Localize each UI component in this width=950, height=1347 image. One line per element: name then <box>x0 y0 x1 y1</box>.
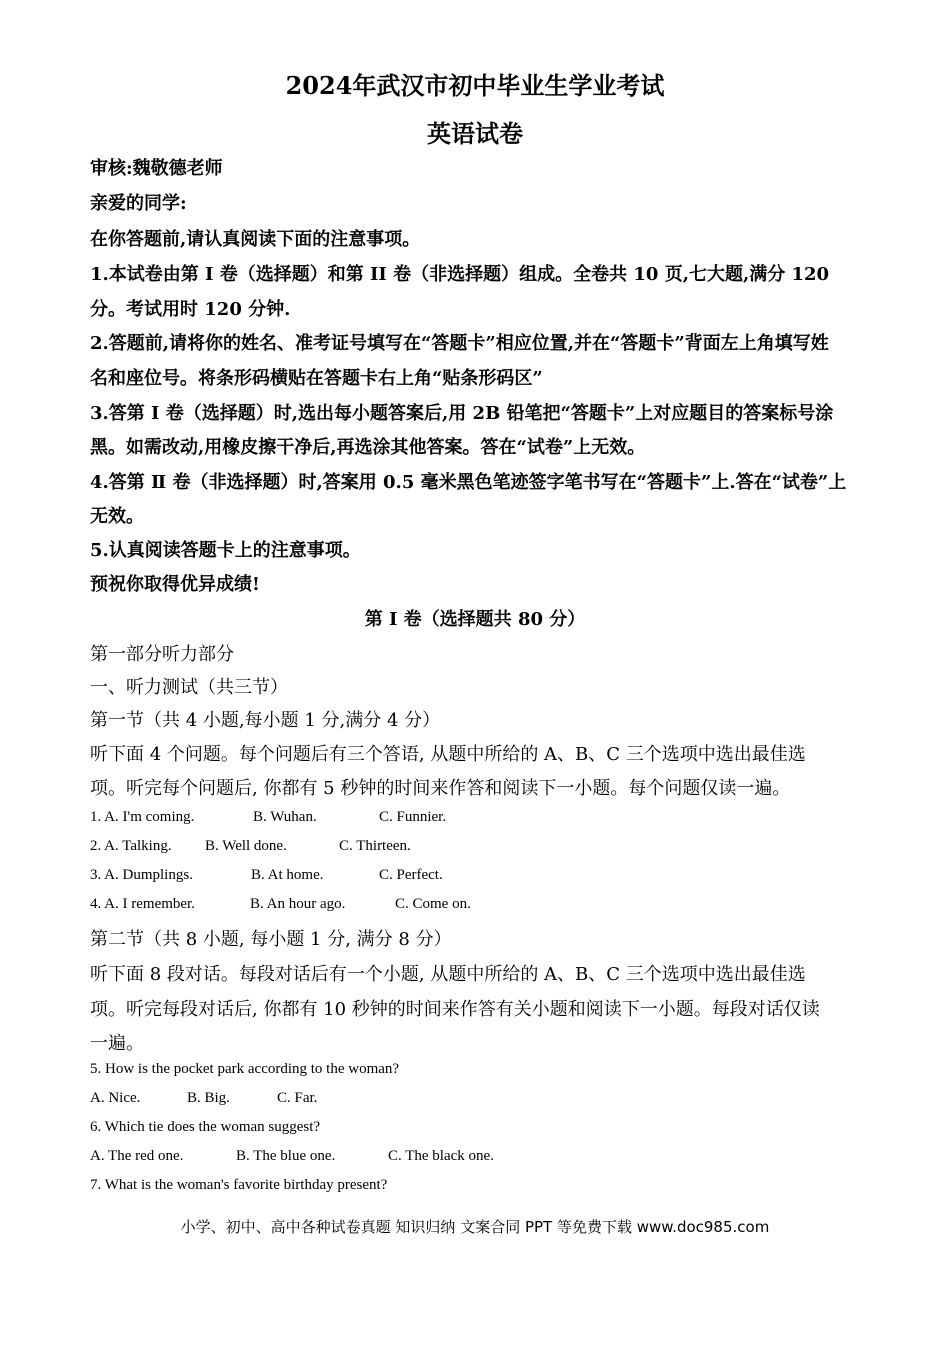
option-a: 1. A. I'm coming. <box>90 809 195 825</box>
option-c: C. The black one. <box>388 1148 494 1164</box>
option-a: 4. A. I remember. <box>90 896 195 912</box>
section-1-directions-line-1: 听下面 4 个问题。每个问题后有三个答语, 从题中所给的 A、B、C 三个选项中选出最佳选 <box>90 744 806 765</box>
section-1-title: 第一节（共 4 小题,每小题 1 分,满分 4 分） <box>90 710 441 731</box>
option-a: A. The red one. <box>90 1148 184 1164</box>
option-c: C. Perfect. <box>379 867 443 883</box>
section-2-title: 第二节（共 8 小题, 每小题 1 分, 满分 8 分） <box>90 929 452 950</box>
note-5: 5.认真阅读答题卡上的注意事项。 <box>90 540 361 561</box>
note-2-line-2: 名和座位号。将条形码横贴在答题卡右上角“贴条形码区” <box>90 368 543 389</box>
question-5: 5. How is the pocket park according to the woman? <box>90 1061 400 1077</box>
note-2-line-1: 2.答题前,请将你的姓名、准考证号填写在“答题卡”相应位置,并在“答题卡”背面左上角填写姓 <box>90 333 829 354</box>
option-b: B. Wuhan. <box>253 809 317 825</box>
page-footer: 小学、初中、高中各种试卷真题 知识归纳 文案合同 PPT 等免费下载 www.doc985.com <box>180 1218 770 1236</box>
option-c: C. Come on. <box>395 896 471 912</box>
option-b: B. The blue one. <box>236 1148 336 1164</box>
exam-title: 2024年武汉市初中毕业生学业考试 <box>285 71 665 100</box>
note-1-line-2: 分。考试用时 120 分钟. <box>90 299 291 320</box>
note-4-line-2: 无效。 <box>90 506 144 527</box>
note-4-line-1: 4.答第 Ⅱ 卷（非选择题）时,答案用 0.5 毫米黑色笔迹签字笔书写在“答题卡”上.答在“试卷”上 <box>90 472 847 493</box>
option-a: 2. A. Talking. <box>90 838 172 854</box>
section-2-directions-line-3: 一遍。 <box>90 1033 144 1054</box>
option-b: B. An hour ago. <box>250 896 346 912</box>
question-6: 6. Which tie does the woman suggest? <box>90 1119 321 1135</box>
wish: 预祝你取得优异成绩! <box>90 574 260 595</box>
note-3-line-1: 3.答第 Ⅰ 卷（选择题）时,选出每小题答案后,用 2B 铅笔把“答题卡”上对应题目的答案标号涂 <box>90 403 834 424</box>
note-3-line-2: 黑。如需改动,用橡皮擦干净后,再选涂其他答案。答在“试卷”上无效。 <box>90 437 646 458</box>
option-b: B. Well done. <box>205 838 287 854</box>
option-c: C. Far. <box>277 1090 318 1106</box>
exam-subtitle: 英语试卷 <box>427 119 523 148</box>
section-2-directions-line-1: 听下面 8 段对话。每段对话后有一个小题, 从题中所给的 A、B、C 三个选项中选出最佳选 <box>90 964 806 985</box>
greeting: 亲爱的同学: <box>90 193 187 214</box>
option-c: C. Funnier. <box>379 809 447 825</box>
question-7: 7. What is the woman's favorite birthday present? <box>90 1177 388 1193</box>
section-2-directions-line-2: 项。听完每段对话后, 你都有 10 秒钟的时间来作答有关小题和阅读下一小题。每段对话仅读 <box>90 999 820 1020</box>
part-heading: 第一部分听力部分 <box>90 644 234 665</box>
option-b: B. Big. <box>187 1090 230 1106</box>
option-b: B. At home. <box>251 867 324 883</box>
note-1-line-1: 1.本试卷由第 I 卷（选择题）和第 II 卷（非选择题）组成。全卷共 10 页,七大题,满分 120 <box>90 264 830 285</box>
instruction: 在你答题前,请认真阅读下面的注意事项。 <box>90 229 421 250</box>
volume-title: 第 I 卷（选择题共 80 分） <box>364 609 586 630</box>
option-a: 3. A. Dumplings. <box>90 867 193 883</box>
section-1-directions-line-2: 项。听完每个问题后, 你都有 5 秒钟的时间来作答和阅读下一小题。每个问题仅读一遍。 <box>90 778 791 799</box>
listening-heading: 一、听力测试（共三节） <box>90 677 288 698</box>
option-c: C. Thirteen. <box>339 838 411 854</box>
reviewer: 审核:魏敬德老师 <box>90 158 223 179</box>
option-a: A. Nice. <box>90 1090 141 1106</box>
